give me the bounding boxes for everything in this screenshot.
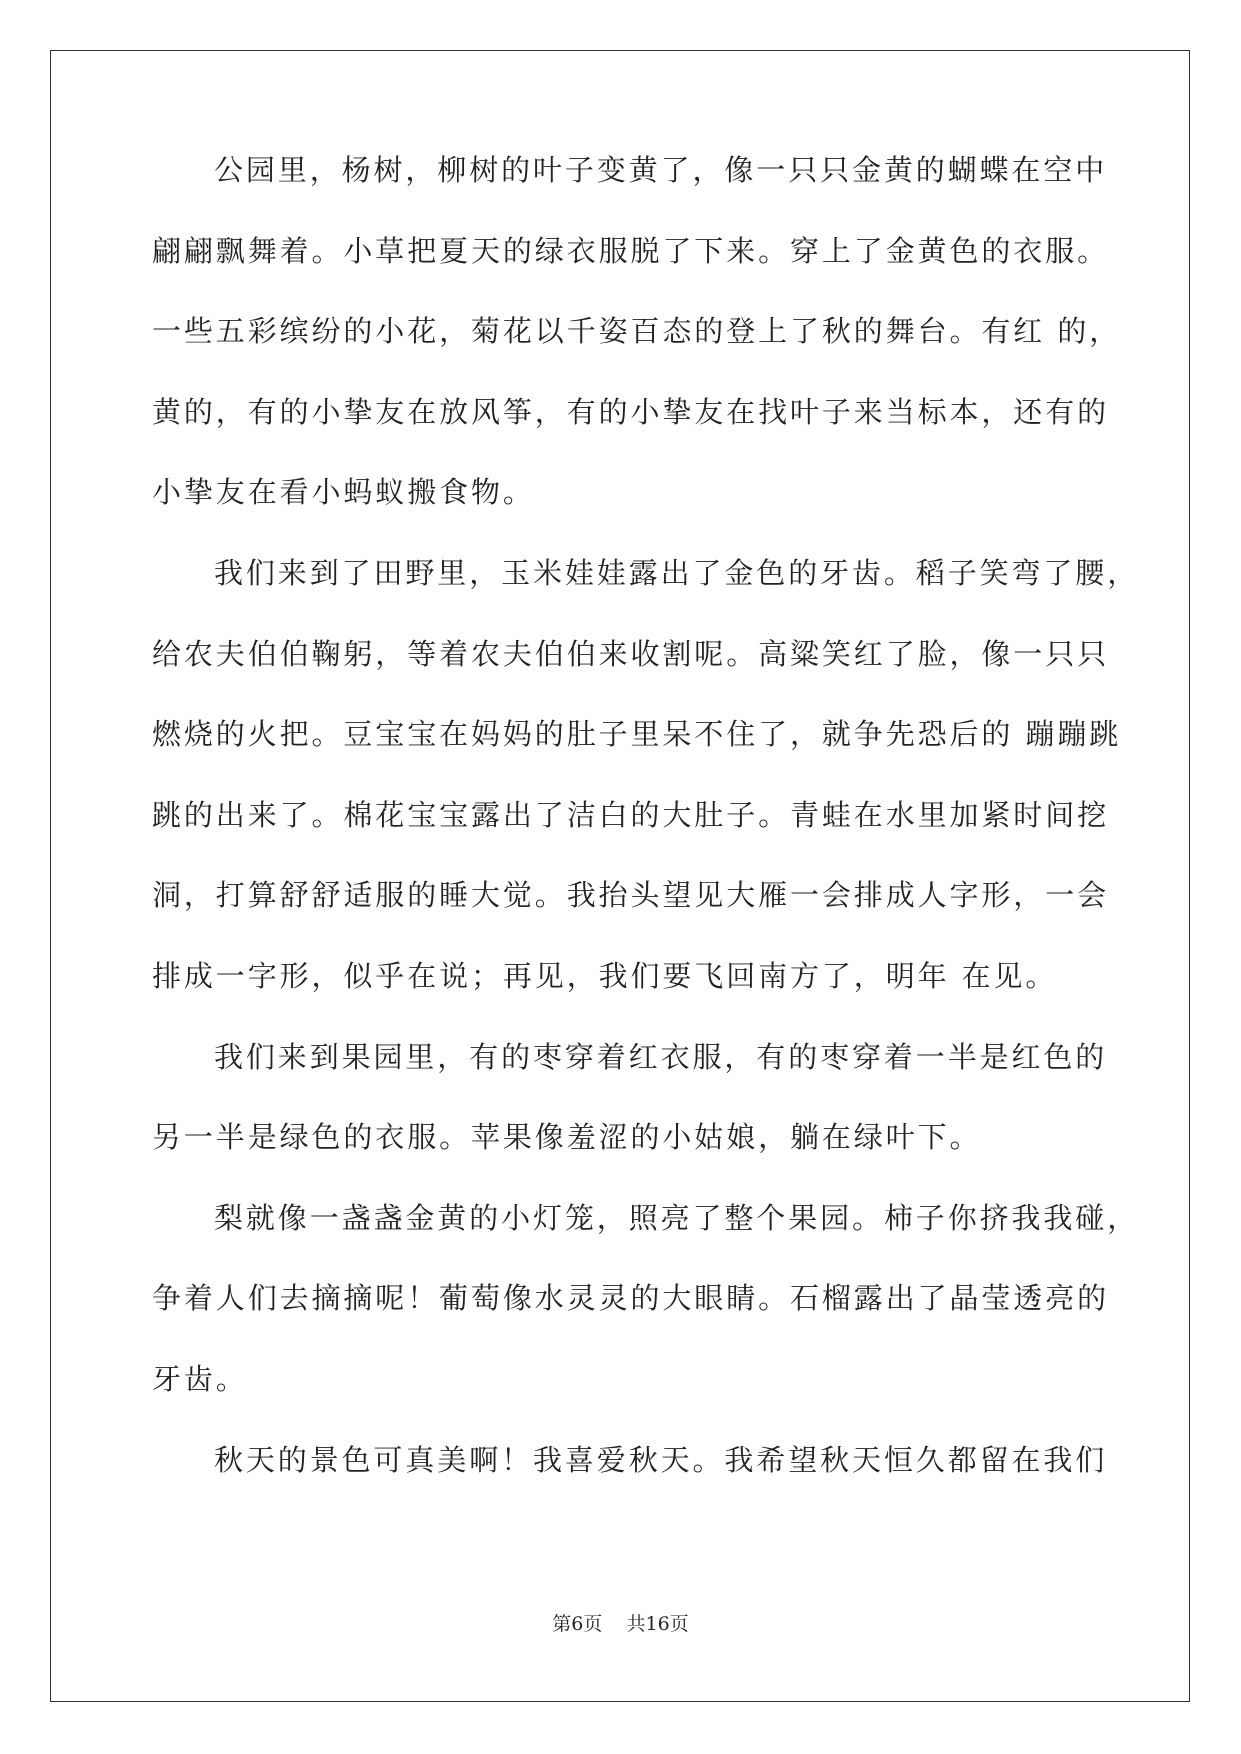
text-line: 给农夫伯伯鞠躬，等着农夫伯伯来收割呢。高粱笑红了脸，像一只只 [152,637,1110,671]
text-line: 争着人们去摘摘呢！葡萄像水灵灵的大眼睛。石榴露出了晶莹透亮的 [152,1281,1110,1315]
text-line: 一些五彩缤纷的小花，菊花以千姿百态的登上了秋的舞台。有红 的， [152,314,1122,348]
text-line: 翩翩飘舞着。小草把夏天的绿衣服脱了下来。穿上了金黄色的衣服。 [152,234,1110,268]
text-line: 牙齿。 [152,1362,248,1396]
text-line: 排成一字形，似乎在说；再见，我们要飞回南方了，明年 在见。 [152,959,1058,993]
text-line: 黄的，有的小挚友在放风筝，有的小挚友在找叶子来当标本，还有的 [152,395,1110,429]
page-total: 共16页 [626,1613,689,1635]
text-line: 小挚友在看小蚂蚁搬食物。 [152,475,535,509]
text-line: 秋天的景色可真美啊！我喜爱秋天。我希望秋天恒久都留在我们 [214,1443,1108,1477]
text-line: 跳的出来了。棉花宝宝露出了洁白的大肚子。青蛙在水里加紧时间挖 [152,798,1110,832]
page-number: 第6页 [552,1613,603,1635]
text-line: 我们来到果园里，有的枣穿着红衣服，有的枣穿着一半是红色的 [214,1040,1108,1074]
page-footer [0,1612,1241,1636]
text-line: 我们来到了田野里，玉米娃娃露出了金色的牙齿。稻子笑弯了腰， [214,556,1140,590]
text-line: 公园里，杨树，柳树的叶子变黄了，像一只只金黄的蝴蝶在空中 [214,153,1108,187]
text-line: 洞，打算舒舒适服的睡大觉。我抬头望见大雁一会排成人字形，一会 [152,878,1110,912]
text-line: 梨就像一盏盏金黄的小灯笼，照亮了整个果园。柿子你挤我我碰， [214,1201,1140,1235]
text-line: 另一半是绿色的衣服。苹果像羞涩的小姑娘，躺在绿叶下。 [152,1120,982,1154]
text-line: 燃烧的火把。豆宝宝在妈妈的肚子里呆不住了，就争先恐后的 蹦蹦跳 [152,717,1122,751]
